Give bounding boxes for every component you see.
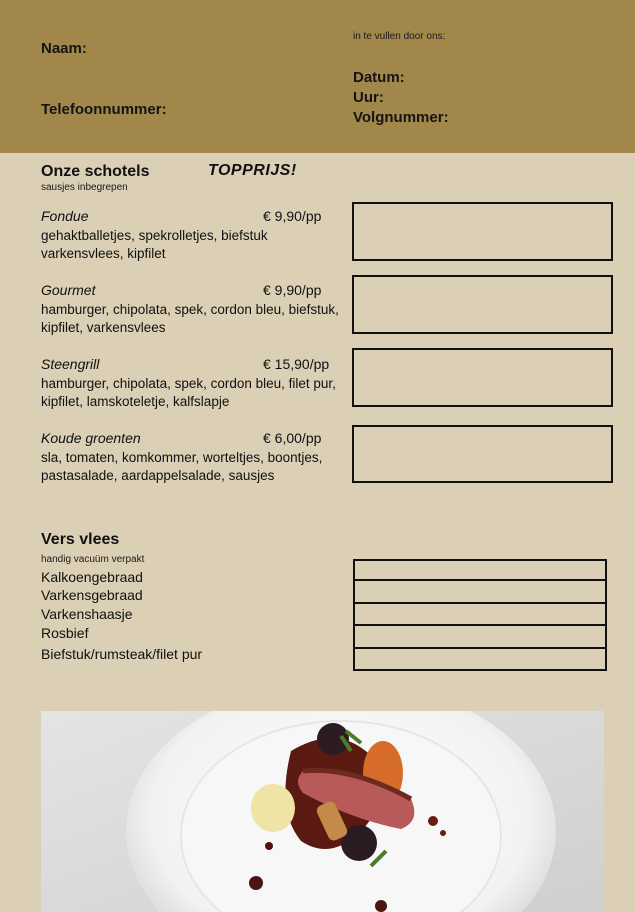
meat-item-kalkoengebraad: Kalkoengebraad (41, 569, 143, 585)
dish-price-steengrill: € 15,90/pp (263, 356, 330, 372)
dish-desc-koude-groenten-1: sla, tomaten, komkommer, worteltjes, boontjes, (41, 450, 323, 465)
dish-desc-fondue-1: gehaktballetjes, spekrolletjes, biefstuk (41, 228, 268, 243)
meat-item-rosbief: Rosbief (41, 625, 89, 641)
meat-subtitle: handig vacuüm verpakt (41, 554, 145, 565)
dish-name-koude-groenten: Koude groenten (41, 430, 141, 446)
meat-order-cell-kalkoengebraad[interactable] (353, 559, 607, 581)
dish-price-fondue: € 9,90/pp (263, 208, 322, 224)
order-box-gourmet[interactable] (352, 275, 613, 334)
dish-name-steengrill: Steengrill (41, 356, 100, 372)
dish-desc-fondue-2: varkensvlees, kipfilet (41, 246, 166, 261)
header-band (0, 0, 635, 153)
dish-desc-steengrill-2: kipfilet, lamskoteletje, kalfslapje (41, 394, 230, 409)
meat-order-cell-varkensgebraad[interactable] (353, 581, 607, 603)
phone-label: Telefoonnummer: (41, 101, 167, 118)
dishes-title: Onze schotels (41, 163, 150, 180)
meat-order-table (353, 559, 607, 671)
name-label: Naam: (41, 40, 87, 57)
dish-name-fondue: Fondue (41, 208, 89, 224)
dish-price-gourmet: € 9,90/pp (263, 282, 322, 298)
office-note: in te vullen door ons: (353, 31, 446, 42)
order-box-koude-groenten[interactable] (352, 425, 613, 483)
dish-name-gourmet: Gourmet (41, 282, 96, 298)
meat-item-varkensgebraad: Varkensgebraad (41, 587, 143, 603)
food-photo (41, 711, 604, 912)
date-label: Datum: (353, 69, 405, 86)
dish-desc-steengrill-1: hamburger, chipolata, spek, cordon bleu, filet pur, (41, 376, 336, 391)
dishes-subtitle: sausjes inbegrepen (41, 182, 128, 193)
meat-title: Vers vlees (41, 531, 120, 548)
order-box-fondue[interactable] (352, 202, 613, 261)
plated-dish-image (41, 711, 604, 912)
topprijs-badge: TOPPRIJS! (208, 162, 297, 179)
meat-order-cell-biefstuk[interactable] (353, 649, 607, 671)
meat-item-varkenshaasje: Varkenshaasje (41, 606, 133, 622)
meat-order-cell-varkenshaasje[interactable] (353, 604, 607, 626)
dish-price-koude-groenten: € 6,00/pp (263, 430, 322, 446)
dish-desc-gourmet-2: kipfilet, varkensvlees (41, 320, 166, 335)
meat-order-cell-rosbief[interactable] (353, 626, 607, 648)
sequence-label: Volgnummer: (353, 109, 449, 126)
time-label: Uur: (353, 89, 384, 106)
dish-desc-koude-groenten-2: pastasalade, aardappelsalade, sausjes (41, 468, 275, 483)
meat-item-biefstuk: Biefstuk/rumsteak/filet pur (41, 646, 203, 662)
order-box-steengrill[interactable] (352, 348, 613, 407)
dish-desc-gourmet-1: hamburger, chipolata, spek, cordon bleu, biefstuk, (41, 302, 339, 317)
